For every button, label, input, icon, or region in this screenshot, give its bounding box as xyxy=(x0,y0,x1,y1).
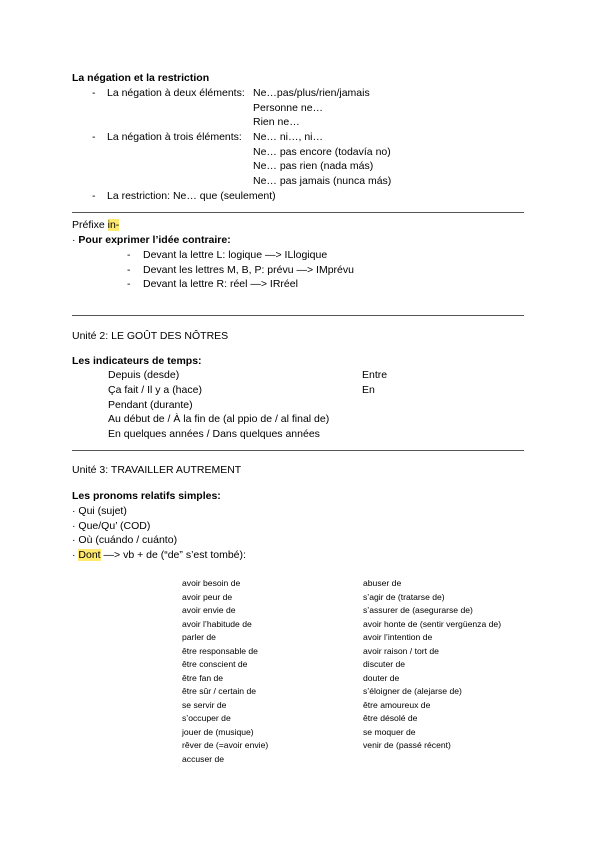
verb-item: avoir l’habitude de xyxy=(182,619,252,629)
list-dash: - xyxy=(92,87,96,99)
list-dash: - xyxy=(92,131,96,143)
verb-item: rêver de (=avoir envie) xyxy=(182,740,269,750)
two-elements-label: La négation à deux éléments: xyxy=(107,87,245,99)
pronoun-text: Où (cuándo / cuánto) xyxy=(78,534,178,546)
verb-item: être fan de xyxy=(182,673,224,683)
bullet: · xyxy=(72,534,76,546)
dont-highlight: Dont xyxy=(78,549,101,561)
two-elements-item: Ne…pas/plus/rien/jamais xyxy=(253,87,370,99)
time-indicator-right: Entre xyxy=(362,369,388,381)
prefix-item: Devant la lettre R: réel —> IRréel xyxy=(143,278,298,290)
three-elements-item: Ne… pas rien (nada más) xyxy=(253,160,374,172)
verb-item: se moquer de xyxy=(363,727,416,737)
verb-item: avoir raison / tort de xyxy=(363,646,439,656)
verb-item: avoir peur de xyxy=(182,592,233,602)
prefix-heading: Pour exprimer l’idée contraire: xyxy=(78,234,231,246)
three-elements-label: La négation à trois éléments: xyxy=(107,131,242,143)
restriction-line: La restriction: Ne… que (seulement) xyxy=(107,190,276,202)
list-dash: - xyxy=(92,190,96,202)
three-elements-item: Ne… ni…, ni… xyxy=(253,131,324,143)
verb-item: avoir besoin de xyxy=(182,578,241,588)
verb-item: accuser de xyxy=(182,754,225,764)
verb-item: jouer de (musique) xyxy=(182,727,254,737)
verb-item: être amoureux de xyxy=(363,700,431,710)
time-indicator: En quelques années / Dans quelques années xyxy=(108,428,320,440)
bullet: · xyxy=(72,549,76,561)
verb-item: abuser de xyxy=(363,578,402,588)
pronoun-text: Qui (sujet) xyxy=(78,505,127,517)
prefix-line xyxy=(72,219,119,232)
verb-item: avoir envie de xyxy=(182,605,236,615)
pronoun-item xyxy=(72,505,127,518)
time-indicator: Pendant (durante) xyxy=(108,399,193,411)
list-dash: - xyxy=(127,278,131,290)
verb-item: venir de (passé récent) xyxy=(363,740,451,750)
pronoun-item-dont xyxy=(72,549,246,562)
verb-item: être sûr / certain de xyxy=(182,686,257,696)
bullet: · xyxy=(72,234,76,246)
dont-rest: —> vb + de (“de” s’est tombé): xyxy=(100,549,246,561)
two-elements-item: Personne ne… xyxy=(253,102,324,114)
time-indicator: Ça fait / Il y a (hace) xyxy=(108,384,202,396)
pronoun-item xyxy=(72,534,177,547)
prefix-label: Préfixe xyxy=(72,219,108,231)
verb-item: discuter de xyxy=(363,659,406,669)
time-indicator-right: En xyxy=(362,384,375,396)
unit2-title: Unité 2: LE GOÛT DES NÔTRES xyxy=(72,330,229,342)
verb-item: s’occuper de xyxy=(182,713,231,723)
verb-item: se servir de xyxy=(182,700,227,710)
section-title-negation: La négation et la restriction xyxy=(72,72,210,84)
verb-item: s’agir de (tratarse de) xyxy=(363,592,445,602)
pronoun-item xyxy=(72,520,150,533)
three-elements-item: Ne… pas encore (todavía no) xyxy=(253,146,391,158)
pronoun-text: Que/Qu’ (COD) xyxy=(78,520,151,532)
section-divider xyxy=(72,315,524,316)
verb-item: être conscient de xyxy=(182,659,248,669)
bullet: · xyxy=(72,505,76,517)
two-elements-item: Rien ne… xyxy=(253,116,300,128)
section-divider xyxy=(72,212,524,213)
verb-item: douter de xyxy=(363,673,400,683)
three-elements-item: Ne… pas jamais (nunca más) xyxy=(253,175,392,187)
verb-item: avoir honte de (sentir vergüenza de) xyxy=(363,619,502,629)
verb-item: parler de xyxy=(182,632,216,642)
time-indicator: Au début de / À la fin de (al ppio de / al final de) xyxy=(108,413,330,425)
prefix-item: Devant la lettre L: logique —> ILlogique xyxy=(143,249,328,261)
verb-item: être désolé de xyxy=(363,713,418,723)
verb-item: s’éloigner de (alejarse de) xyxy=(363,686,462,696)
bullet: · xyxy=(72,520,76,532)
time-indicator: Depuis (desde) xyxy=(108,369,180,381)
list-dash: - xyxy=(127,264,131,276)
list-dash: - xyxy=(127,249,131,261)
unit3-title: Unité 3: TRAVAILLER AUTREMENT xyxy=(72,464,242,476)
section-divider xyxy=(72,450,524,451)
unit2-heading: Les indicateurs de temps: xyxy=(72,355,202,367)
verb-item: être responsable de xyxy=(182,646,258,656)
prefix-heading-line xyxy=(72,234,231,247)
verb-item: avoir l’intention de xyxy=(363,632,433,642)
prefix-item: Devant les lettres M, B, P: prévu —> IMprévu xyxy=(143,264,354,276)
unit3-heading: Les pronoms relatifs simples: xyxy=(72,490,221,502)
prefix-highlight: in- xyxy=(107,219,120,231)
verb-item: s’assurer de (asegurarse de) xyxy=(363,605,473,615)
